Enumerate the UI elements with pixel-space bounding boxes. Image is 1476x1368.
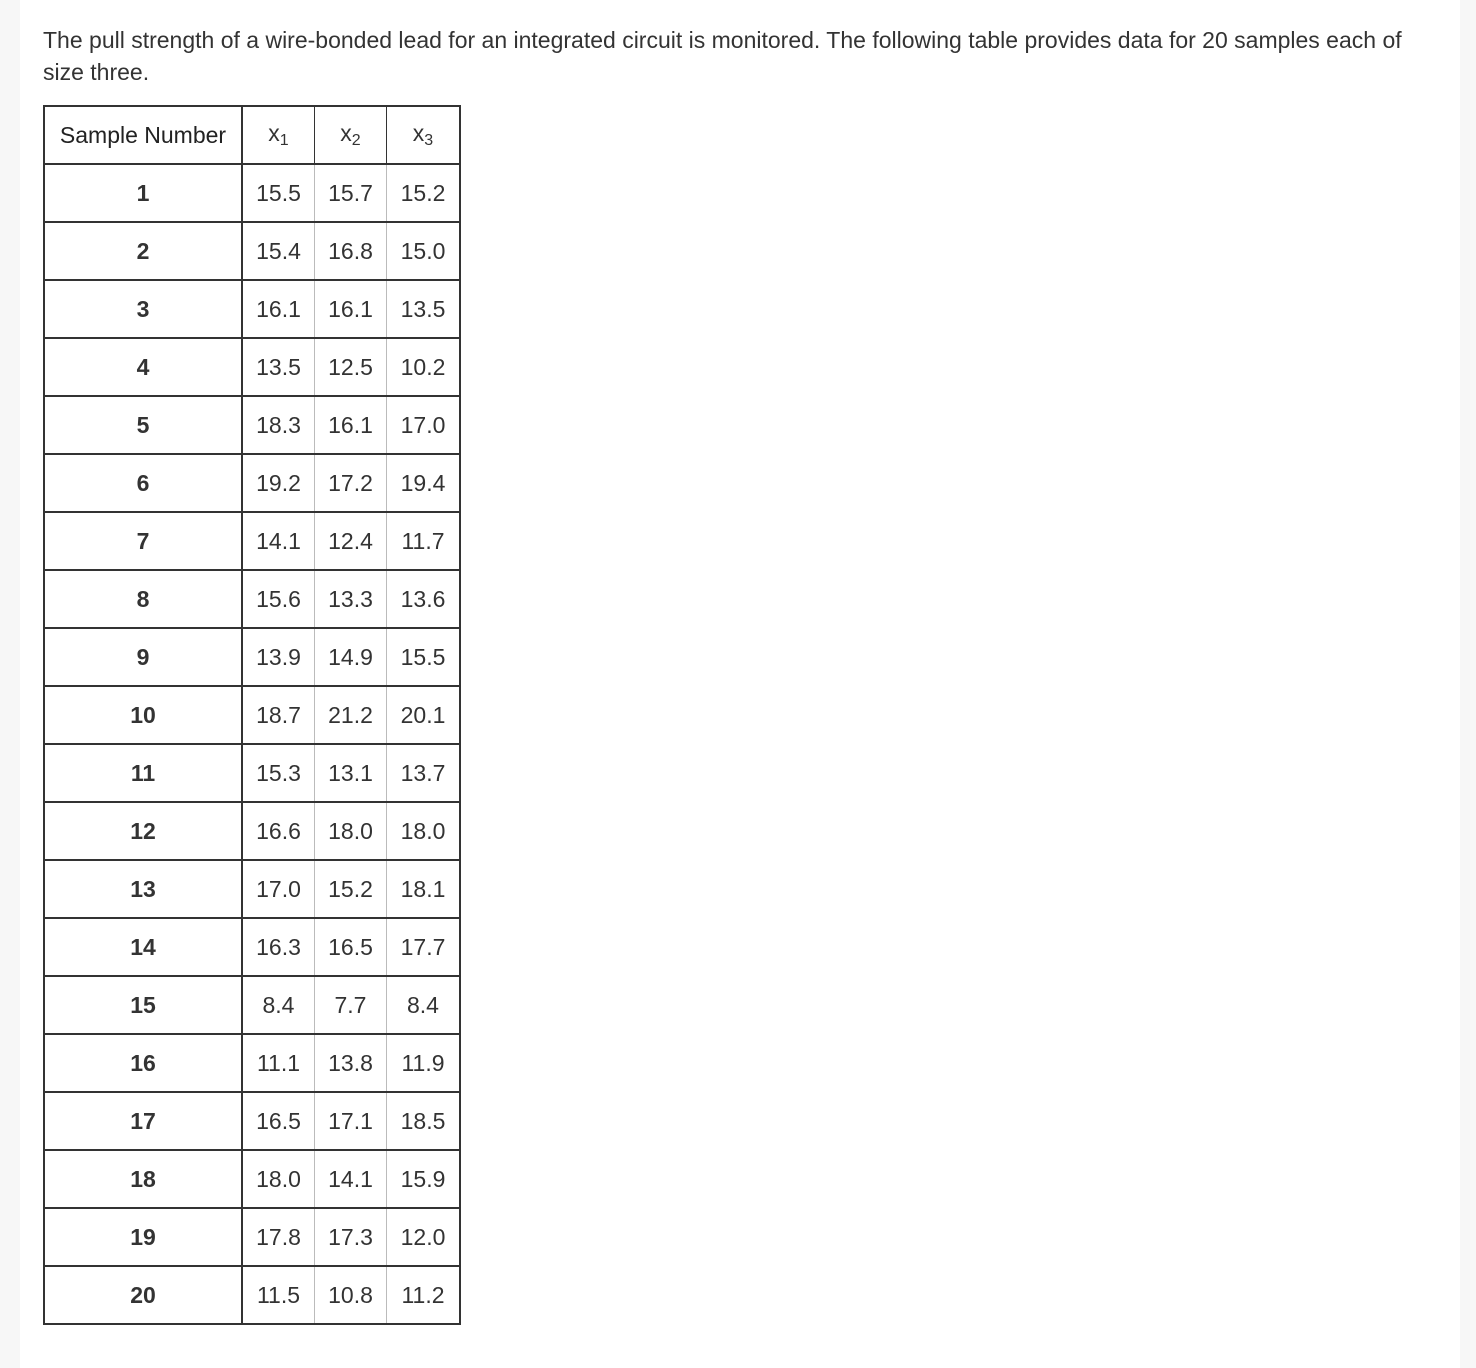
x2-cell: 17.3	[315, 1208, 387, 1266]
x3-cell: 11.2	[387, 1266, 461, 1324]
x3-cell: 13.7	[387, 744, 461, 802]
sample-number-cell: 3	[44, 280, 242, 338]
page-content	[20, 0, 1460, 1368]
sample-number-cell: 8	[44, 570, 242, 628]
x2-cell: 14.1	[315, 1150, 387, 1208]
sample-number-cell: 11	[44, 744, 242, 802]
x3-cell: 18.1	[387, 860, 461, 918]
x3-cell: 15.5	[387, 628, 461, 686]
x2-cell: 13.1	[315, 744, 387, 802]
x1-cell: 18.0	[242, 1150, 315, 1208]
sample-number-cell: 17	[44, 1092, 242, 1150]
x2-cell: 7.7	[315, 976, 387, 1034]
x2-cell: 16.8	[315, 222, 387, 280]
x3-cell: 12.0	[387, 1208, 461, 1266]
sample-number-cell: 13	[44, 860, 242, 918]
sample-number-cell: 18	[44, 1150, 242, 1208]
x3-cell: 18.0	[387, 802, 461, 860]
sample-number-cell: 5	[44, 396, 242, 454]
x2-cell: 12.5	[315, 338, 387, 396]
header-x2	[315, 106, 387, 164]
x1-cell: 15.4	[242, 222, 315, 280]
table-row	[44, 744, 460, 802]
x2-cell: 12.4	[315, 512, 387, 570]
x2-cell: 13.3	[315, 570, 387, 628]
x2-cell: 18.0	[315, 802, 387, 860]
table-row	[44, 164, 460, 222]
x2-cell: 16.1	[315, 280, 387, 338]
table-row	[44, 454, 460, 512]
x1-cell: 13.5	[242, 338, 315, 396]
x3-cell: 10.2	[387, 338, 461, 396]
x1-cell: 11.5	[242, 1266, 315, 1324]
x1-cell: 18.3	[242, 396, 315, 454]
x2-cell: 15.2	[315, 860, 387, 918]
x1-cell: 16.6	[242, 802, 315, 860]
table-row	[44, 512, 460, 570]
table-row	[44, 396, 460, 454]
table-row	[44, 628, 460, 686]
sample-number-cell: 10	[44, 686, 242, 744]
x3-cell: 17.0	[387, 396, 461, 454]
x1-cell: 13.9	[242, 628, 315, 686]
table-body	[44, 164, 460, 1324]
sample-number-cell: 16	[44, 1034, 242, 1092]
x3-cell: 20.1	[387, 686, 461, 744]
x3-cell: 18.5	[387, 1092, 461, 1150]
header-x1-sub: 1	[279, 132, 289, 149]
table-row	[44, 802, 460, 860]
x2-cell: 16.1	[315, 396, 387, 454]
table-row	[44, 976, 460, 1034]
x1-cell: 16.3	[242, 918, 315, 976]
header-x3-base: x	[412, 120, 425, 146]
x1-cell: 14.1	[242, 512, 315, 570]
sample-number-cell: 9	[44, 628, 242, 686]
sample-number-cell: 12	[44, 802, 242, 860]
x3-cell: 19.4	[387, 454, 461, 512]
table-row	[44, 1092, 460, 1150]
problem-intro-text: The pull strength of a wire-bonded lead for an integrated circuit is monitored. The following table provides data for 20 samples each of size three.	[43, 27, 1402, 85]
x3-cell: 11.9	[387, 1034, 461, 1092]
sample-number-cell: 15	[44, 976, 242, 1034]
x1-cell: 15.5	[242, 164, 315, 222]
x2-cell: 17.1	[315, 1092, 387, 1150]
table-row	[44, 280, 460, 338]
table-row	[44, 338, 460, 396]
sample-number-cell: 1	[44, 164, 242, 222]
sample-number-cell: 4	[44, 338, 242, 396]
x1-cell: 15.6	[242, 570, 315, 628]
x1-cell: 19.2	[242, 454, 315, 512]
x1-cell: 11.1	[242, 1034, 315, 1092]
sample-number-cell: 20	[44, 1266, 242, 1324]
table-row	[44, 222, 460, 280]
sample-number-cell: 7	[44, 512, 242, 570]
x2-cell: 16.5	[315, 918, 387, 976]
x3-cell: 11.7	[387, 512, 461, 570]
x1-cell: 16.5	[242, 1092, 315, 1150]
x2-cell: 10.8	[315, 1266, 387, 1324]
x1-cell: 16.1	[242, 280, 315, 338]
header-x1	[242, 106, 315, 164]
sample-number-cell: 2	[44, 222, 242, 280]
table-row	[44, 1150, 460, 1208]
table-header-row	[44, 106, 460, 164]
table-row	[44, 1266, 460, 1324]
x2-cell: 13.8	[315, 1034, 387, 1092]
header-x3	[387, 106, 461, 164]
header-x3-sub: 3	[424, 132, 434, 149]
x2-cell: 14.9	[315, 628, 387, 686]
sample-number-cell: 14	[44, 918, 242, 976]
x1-cell: 17.8	[242, 1208, 315, 1266]
table-row	[44, 570, 460, 628]
table-row	[44, 686, 460, 744]
header-sample-number: Sample Number	[44, 106, 242, 164]
x1-cell: 8.4	[242, 976, 315, 1034]
x3-cell: 13.5	[387, 280, 461, 338]
pull-strength-table	[43, 105, 461, 1325]
x3-cell: 8.4	[387, 976, 461, 1034]
x1-cell: 17.0	[242, 860, 315, 918]
sample-number-cell: 6	[44, 454, 242, 512]
x2-cell: 17.2	[315, 454, 387, 512]
x3-cell: 15.2	[387, 164, 461, 222]
sample-number-cell: 19	[44, 1208, 242, 1266]
table-row	[44, 860, 460, 918]
table-row	[44, 1208, 460, 1266]
x2-cell: 21.2	[315, 686, 387, 744]
table-row	[44, 1034, 460, 1092]
x2-cell: 15.7	[315, 164, 387, 222]
x3-cell: 15.0	[387, 222, 461, 280]
x1-cell: 18.7	[242, 686, 315, 744]
x3-cell: 17.7	[387, 918, 461, 976]
header-x1-base: x	[268, 120, 280, 146]
x3-cell: 15.9	[387, 1150, 461, 1208]
x1-cell: 15.3	[242, 744, 315, 802]
header-x2-sub: 2	[351, 132, 361, 149]
table-row	[44, 918, 460, 976]
header-x2-base: x	[340, 120, 352, 146]
x3-cell: 13.6	[387, 570, 461, 628]
